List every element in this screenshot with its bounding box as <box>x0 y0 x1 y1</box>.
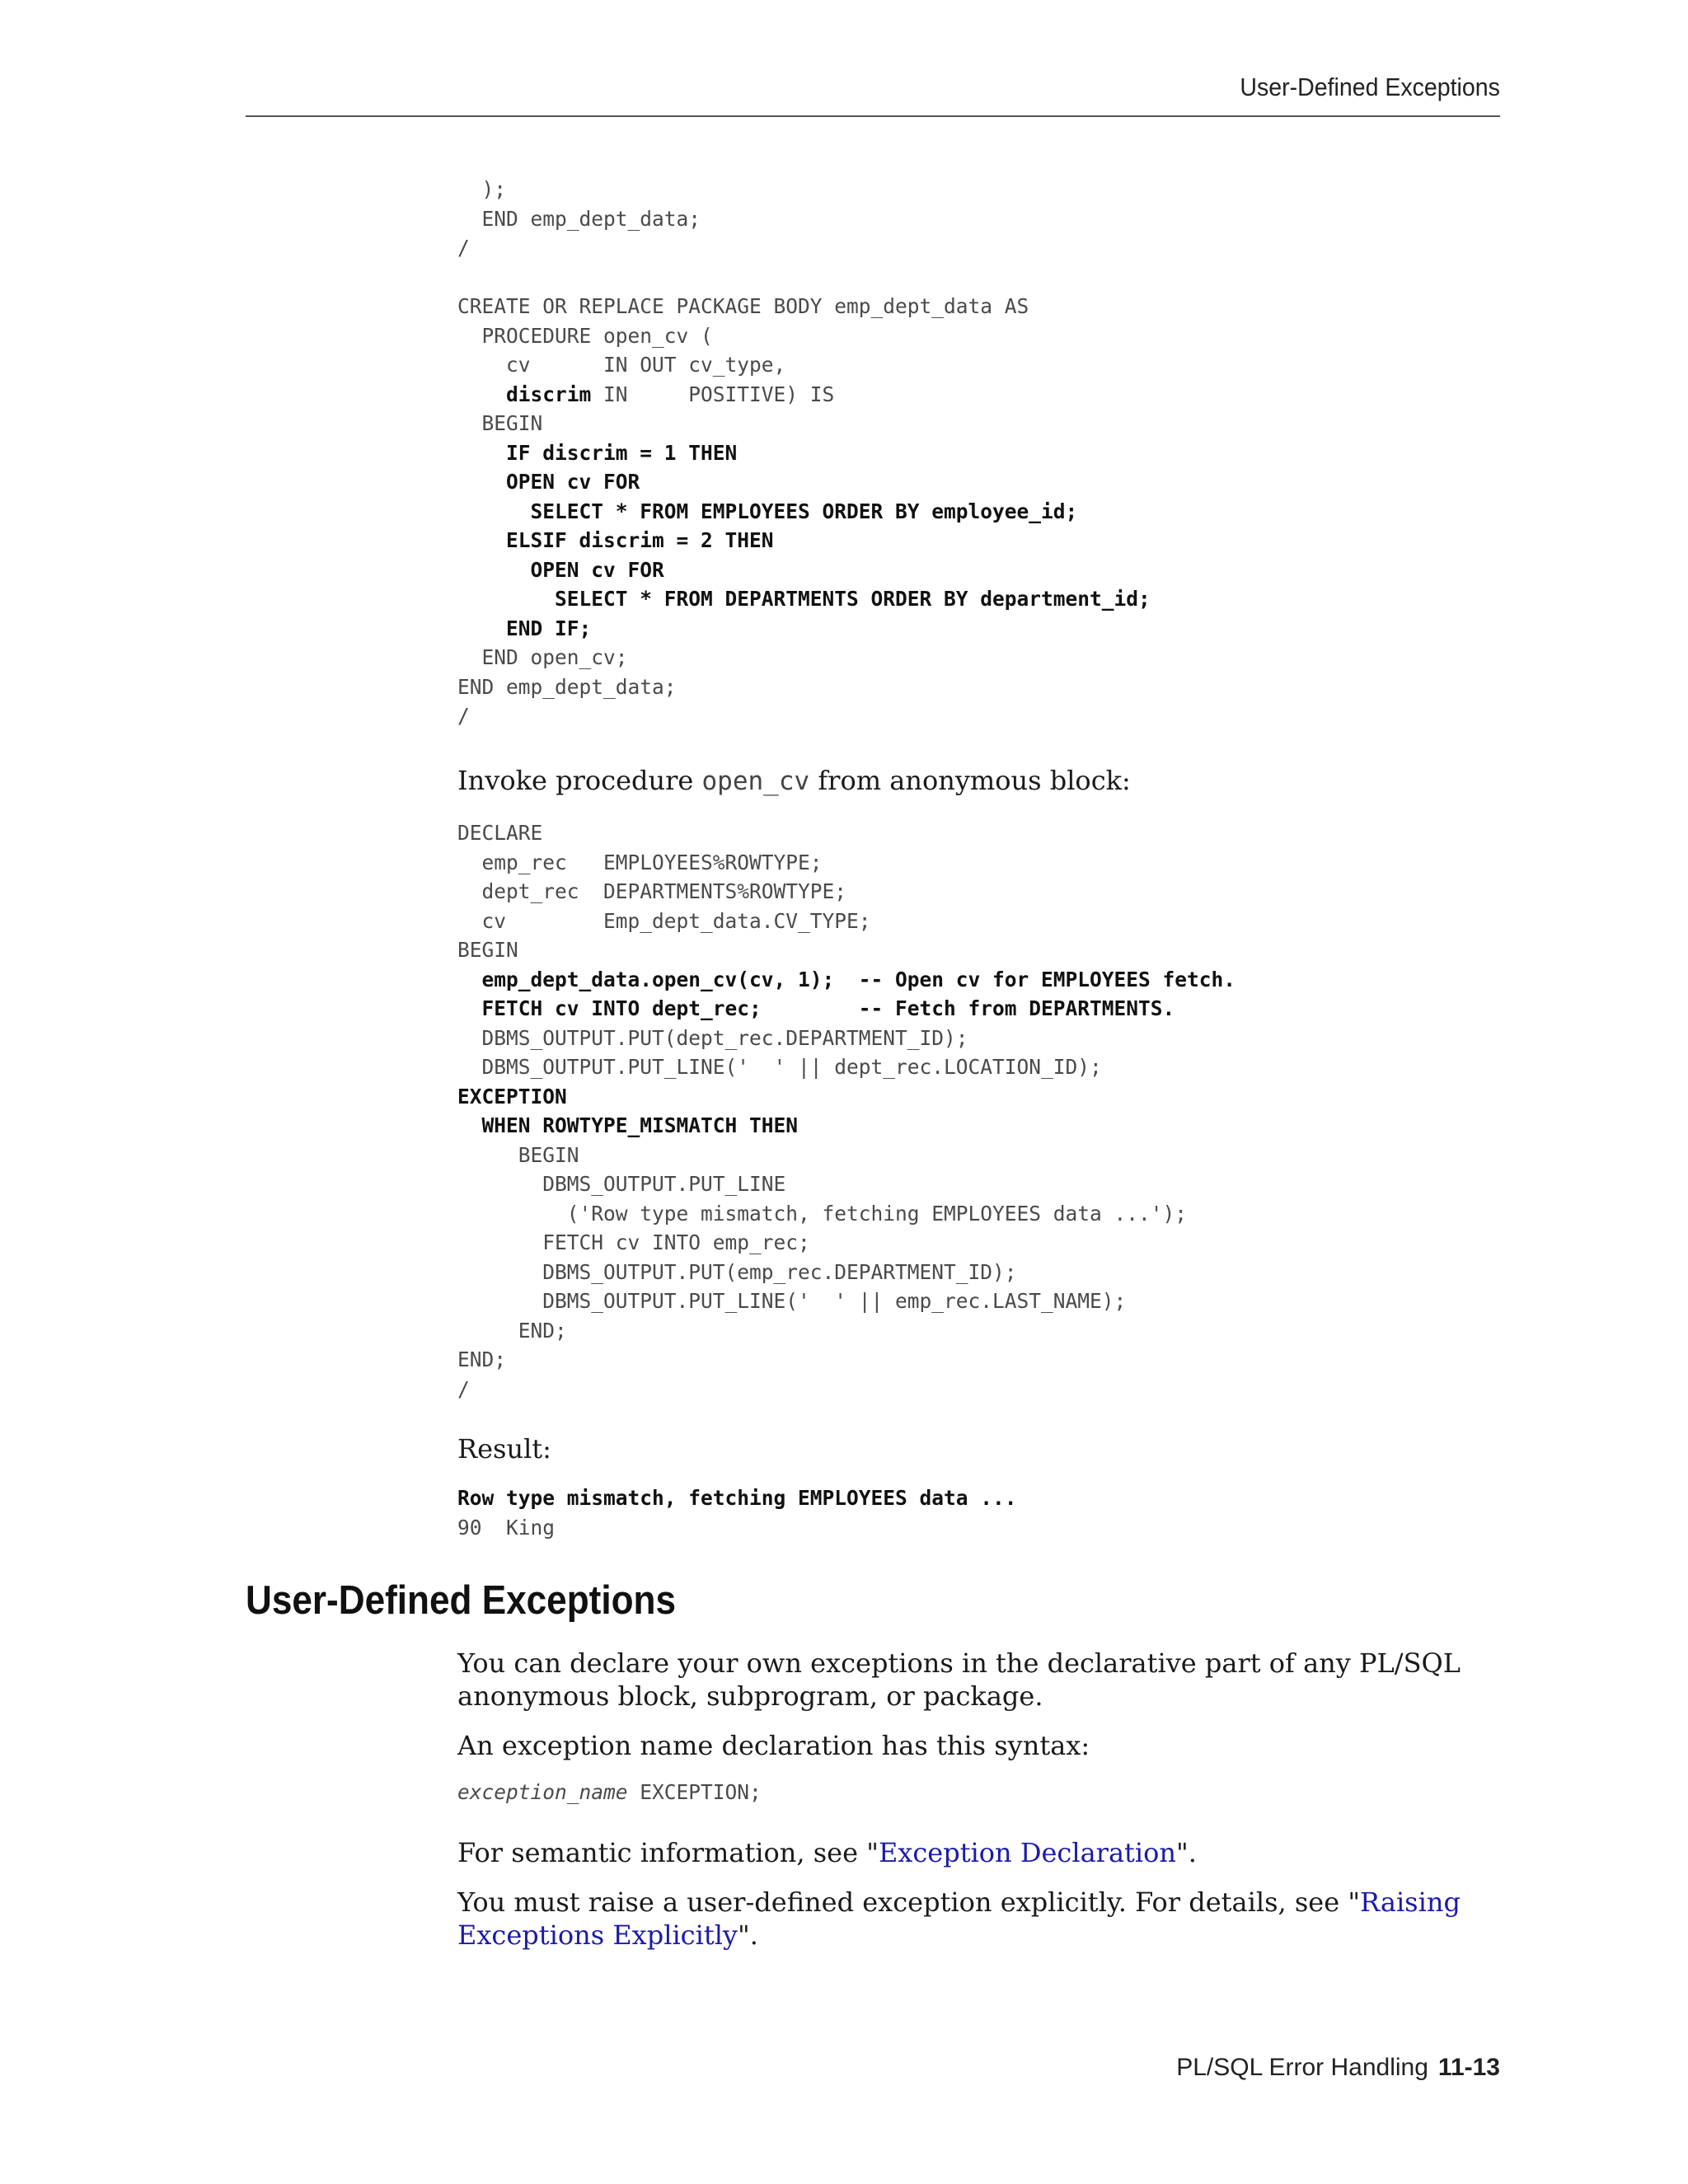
code-segment: BEGIN <box>457 938 518 962</box>
code-line <box>457 526 1151 555</box>
code-line <box>457 1024 1236 1053</box>
code-line <box>457 438 1151 468</box>
paragraph-invoke-text-after: from anonymous block: <box>809 765 1131 796</box>
link-raising-exceptions-explicitly[interactable]: Raising Exceptions Explicitly <box>457 1886 1461 1951</box>
code-segment: END IF; <box>506 616 592 640</box>
code-segment: DBMS_OUTPUT.PUT_LINE(' ' || dept_rec.LOCATION_ID); <box>457 1055 1102 1079</box>
code-line <box>457 1375 1236 1404</box>
code-line <box>457 584 1151 614</box>
code-line <box>457 994 1236 1024</box>
header-rule <box>246 115 1500 117</box>
code-line <box>457 555 1151 585</box>
code-line <box>457 233 1151 263</box>
code-line <box>457 1228 1236 1258</box>
code-line <box>457 965 1236 995</box>
code-block-result-output <box>457 1483 1017 1542</box>
code-block-anonymous-block <box>457 818 1236 1404</box>
code-line <box>457 467 1151 497</box>
page-footer <box>1176 2054 1500 2082</box>
code-segment <box>457 558 531 582</box>
paragraph-semantic <box>457 1836 1504 1869</box>
code-segment <box>457 470 506 494</box>
code-segment: BEGIN <box>457 1142 579 1167</box>
paragraph-invoke-text-before: Invoke procedure <box>457 765 702 796</box>
code-line <box>457 1483 1017 1513</box>
code-segment: END emp_dept_data; <box>457 206 701 231</box>
code-segment: END; <box>457 1347 507 1371</box>
code-line <box>457 614 1151 644</box>
code-line <box>457 204 1151 234</box>
link-exception-declaration[interactable]: Exception Declaration <box>878 1837 1176 1868</box>
code-segment: / <box>457 704 470 728</box>
code-segment: DBMS_OUTPUT.PUT(emp_rec.DEPARTMENT_ID); <box>457 1259 1017 1284</box>
code-line <box>457 1052 1236 1082</box>
code-segment: DBMS_OUTPUT.PUT(dept_rec.DEPARTMENT_ID); <box>457 1025 968 1050</box>
code-line <box>457 1082 1236 1112</box>
code-segment: SELECT * FROM EMPLOYEES ORDER BY employee_id; <box>530 499 1078 523</box>
code-line <box>457 643 1151 673</box>
code-segment: ); <box>457 177 507 201</box>
code-segment: EXCEPTION <box>457 1084 567 1108</box>
code-block-syntax <box>457 1778 762 1807</box>
code-line <box>457 877 1236 907</box>
code-line <box>457 848 1236 878</box>
code-segment <box>457 528 506 552</box>
paragraph-invoke <box>457 764 1504 798</box>
code-segment: IF discrim = 1 THEN <box>506 440 738 465</box>
code-line <box>457 935 1236 965</box>
code-segment: FETCH cv INTO dept_rec; -- Fetch from DEPARTMENTS. <box>481 996 1175 1020</box>
code-segment <box>457 499 531 523</box>
code-line <box>457 673 1151 702</box>
code-segment: DBMS_OUTPUT.PUT_LINE <box>457 1172 786 1196</box>
code-line <box>457 1345 1236 1375</box>
code-segment: END; <box>457 1318 567 1343</box>
code-line <box>457 1286 1236 1316</box>
code-segment: PROCEDURE open_cv ( <box>457 323 713 348</box>
code-line <box>457 818 1236 848</box>
running-header: User-Defined Exceptions <box>1240 73 1500 101</box>
code-segment: OPEN cv FOR <box>506 470 640 494</box>
code-line <box>457 701 1151 731</box>
paragraph-result: Result: <box>457 1433 551 1465</box>
code-segment: dept_rec DEPARTMENTS%ROWTYPE; <box>457 879 847 903</box>
code-line <box>457 1169 1236 1199</box>
code-segment: ELSIF discrim = 2 THEN <box>506 528 774 552</box>
code-segment <box>457 587 555 611</box>
code-line <box>457 1778 762 1807</box>
code-segment: EXCEPTION; <box>627 1780 762 1804</box>
code-segment: WHEN ROWTYPE_MISMATCH THEN <box>481 1113 799 1137</box>
code-segment: IN POSITIVE) IS <box>591 382 835 406</box>
code-line <box>457 1513 1017 1543</box>
code-segment: emp_rec EMPLOYEES%ROWTYPE; <box>457 850 823 874</box>
footer-chapter: PL/SQL Error Handling <box>1176 2054 1428 2081</box>
paragraph-syntax: An exception name declaration has this syntax: <box>457 1730 1090 1761</box>
code-segment: FETCH cv INTO emp_rec; <box>457 1230 810 1254</box>
code-segment: END emp_dept_data; <box>457 674 677 699</box>
code-line <box>457 321 1151 351</box>
code-segment: END open_cv; <box>457 645 628 669</box>
code-segment: ('Row type mismatch, fetching EMPLOYEES data ...'); <box>457 1201 1188 1226</box>
code-segment: CREATE OR REPLACE PACKAGE BODY emp_dept_data AS <box>457 294 1029 318</box>
code-segment: BEGIN <box>457 411 543 435</box>
code-line <box>457 1141 1236 1170</box>
code-line <box>457 1111 1236 1141</box>
code-line <box>457 350 1151 380</box>
code-line <box>457 497 1151 527</box>
paragraph-semantic-text-before: For semantic information, see " <box>457 1837 879 1868</box>
code-segment <box>457 616 506 640</box>
code-segment: cv IN OUT cv_type, <box>457 353 786 377</box>
code-segment <box>457 1113 482 1137</box>
code-line <box>457 1258 1236 1287</box>
code-line <box>457 409 1151 438</box>
code-line <box>457 1316 1236 1346</box>
code-line <box>457 380 1151 410</box>
code-segment <box>457 441 506 465</box>
code-segment: OPEN cv FOR <box>530 557 664 582</box>
code-line <box>457 175 1151 204</box>
footer-page-number: 11-13 <box>1437 2054 1500 2081</box>
code-segment: 90 King <box>457 1515 556 1540</box>
section-title: User-Defined Exceptions <box>246 1578 676 1623</box>
code-segment <box>457 996 482 1020</box>
code-line <box>457 907 1236 936</box>
paragraph-raise-text-after: ". <box>738 1919 758 1951</box>
code-segment: exception_name <box>457 1780 628 1804</box>
code-line <box>457 1199 1236 1229</box>
code-line <box>457 292 1151 321</box>
code-segment: SELECT * FROM DEPARTMENTS ORDER BY department_id; <box>555 587 1151 611</box>
code-segment: Row type mismatch, fetching EMPLOYEES data ... <box>457 1486 1017 1510</box>
code-block-package-body <box>457 175 1151 731</box>
paragraph-raise <box>457 1886 1504 1952</box>
paragraph-raise-text-before: You must raise a user-defined exception explicitly. For details, see " <box>457 1886 1361 1918</box>
paragraph-declare: You can declare your own exceptions in the declarative part of any PL/SQL anonymous block, subprogram, or package. <box>457 1647 1461 1712</box>
code-segment: cv Emp_dept_data.CV_TYPE; <box>457 908 871 933</box>
code-segment: DBMS_OUTPUT.PUT_LINE(' ' || emp_rec.LAST_NAME); <box>457 1289 1127 1313</box>
code-segment: / <box>457 1376 470 1401</box>
code-line <box>457 263 1151 293</box>
code-segment: emp_dept_data.open_cv(cv, 1); -- Open cv for EMPLOYEES fetch. <box>481 967 1236 991</box>
inline-code-open-cv: open_cv <box>701 766 810 796</box>
code-segment: DECLARE <box>457 821 543 845</box>
code-segment: / <box>457 236 470 260</box>
code-segment <box>457 382 506 406</box>
paragraph-semantic-text-after: ". <box>1176 1837 1197 1868</box>
code-segment: discrim <box>506 382 592 406</box>
code-segment <box>457 968 482 991</box>
